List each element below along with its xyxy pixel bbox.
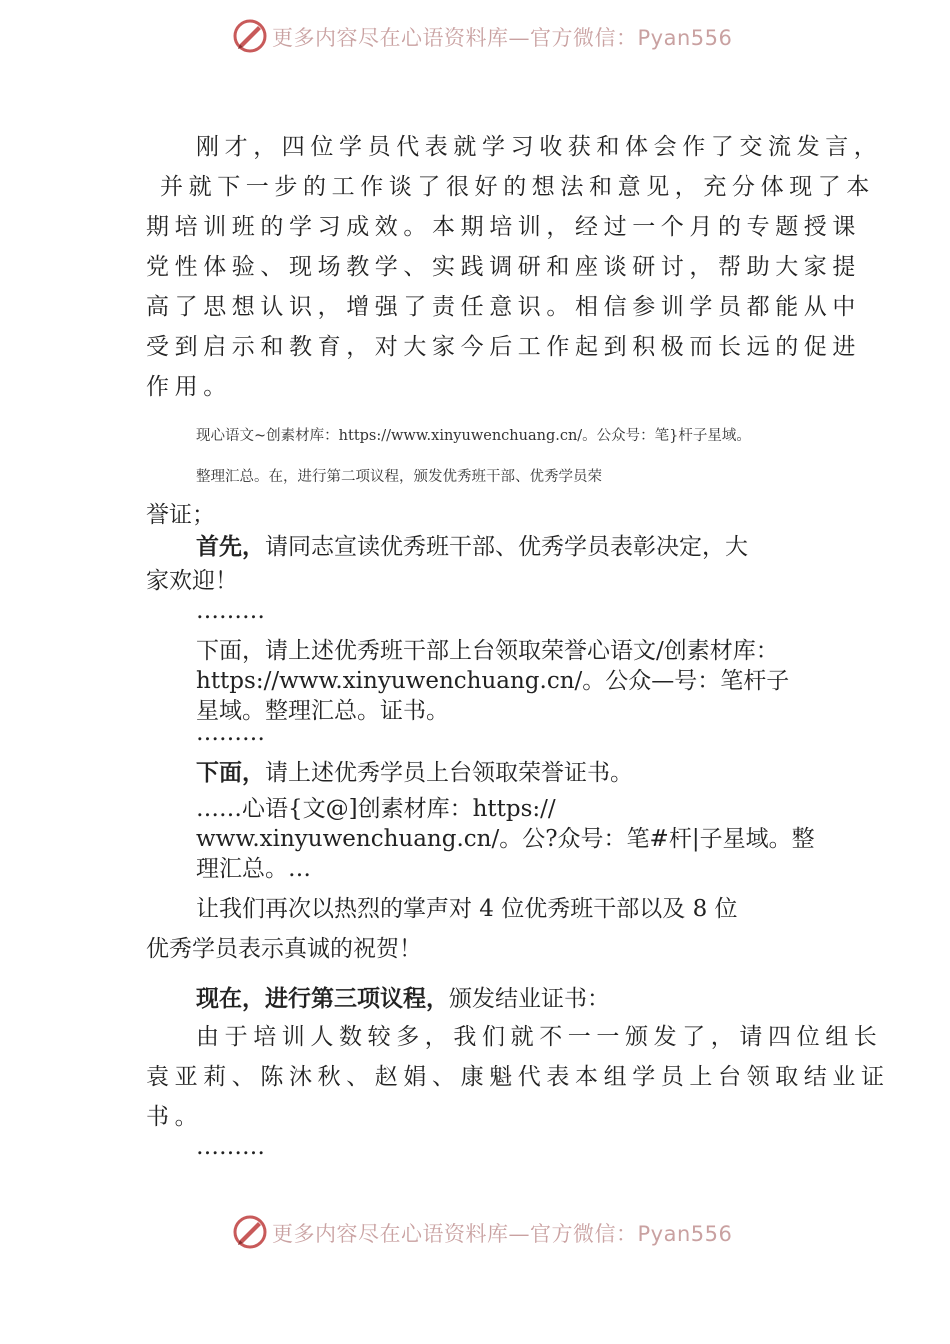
- text-line: https://www.xinyuwenchuang.cn/。公众—号：笔杆子: [196, 668, 790, 694]
- wechat-id: Pyan556: [637, 1222, 733, 1246]
- text-line: 下面，请上述优秀班干部上台领取荣誉心语文/创素材库：: [196, 638, 779, 664]
- text-line: 受到启示和教育，对大家今后工作起到积极而长远的促进: [146, 334, 861, 360]
- pen-logo-icon: [232, 1214, 268, 1250]
- wechat-id: Pyan556: [637, 26, 733, 50]
- banner-text: 更多内容尽在心语资料库—官方微信：Pyan556: [272, 1222, 733, 1246]
- pen-logo-icon: [232, 18, 268, 54]
- bold-lead: 首先，: [196, 534, 265, 560]
- ellipsis-line: ………: [196, 598, 265, 624]
- footer-banner: [0, 1212, 950, 1252]
- text-line: 书。: [146, 1104, 204, 1130]
- text-line: ……心语{文@]创素材库：https://: [196, 796, 556, 822]
- text-line: 期培训班的学习成效。本期培训，经过一个月的专题授课: [146, 214, 861, 240]
- text-line: 并就下一步的工作谈了很好的想法和意见，充分体现了本: [160, 174, 875, 200]
- text-line: 党性体验、现场教学、实践调研和座谈研讨，帮助大家提: [146, 254, 861, 280]
- text-line: 袁亚莉、陈沐秋、赵娟、康魁代表本组学员上台领取结业证: [146, 1064, 890, 1090]
- text-line: 誉证；: [146, 502, 215, 528]
- text-line: 由于培训人数较多，我们就不一一颁发了，请四位组长: [196, 1024, 883, 1050]
- banner-text: 更多内容尽在心语资料库—官方微信：Pyan556: [272, 26, 733, 50]
- bold-lead: 现在，进行第三项议程，: [196, 986, 449, 1012]
- text-line: www.xinyuwenchuang.cn/。公?众号：笔#杆|子星域。整: [196, 826, 815, 852]
- header-banner: [0, 16, 950, 56]
- text-line: 优秀学员表示真诚的祝贺！: [146, 936, 422, 962]
- text-line: 家欢迎！: [146, 568, 238, 594]
- bold-lead: 下面，: [196, 760, 265, 786]
- small-text-line: 整理汇总。在，进行第二项议程，颁发优秀班干部、优秀学员荣: [196, 469, 602, 485]
- text-line: 刚才，四位学员代表就学习收获和体会作了交流发言，: [196, 134, 883, 160]
- small-text-line: 现心语文~创素材库：https://www.xinyuwenchuang.cn/。公众号：笔}杆子星域。: [196, 428, 751, 444]
- text-line: 高了思想认识，增强了责任意识。相信参训学员都能从中: [146, 294, 861, 320]
- text-line: 下面，请上述优秀学员上台领取荣誉证书。: [196, 760, 633, 786]
- text-line: 理汇总。…: [196, 856, 311, 882]
- ellipsis-line: ………: [196, 1134, 265, 1160]
- text-line: 现在，进行第三项议程，颁发结业证书：: [196, 986, 610, 1012]
- ellipsis-line: ………: [196, 720, 265, 746]
- text-line: 让我们再次以热烈的掌声对 4 位优秀班干部以及 8 位: [196, 896, 738, 922]
- text-line: 星域。整理汇总。证书。: [196, 698, 449, 724]
- text-line: 作用。: [146, 374, 232, 400]
- text-line: 首先，请同志宣读优秀班干部、优秀学员表彰决定，大: [196, 534, 748, 560]
